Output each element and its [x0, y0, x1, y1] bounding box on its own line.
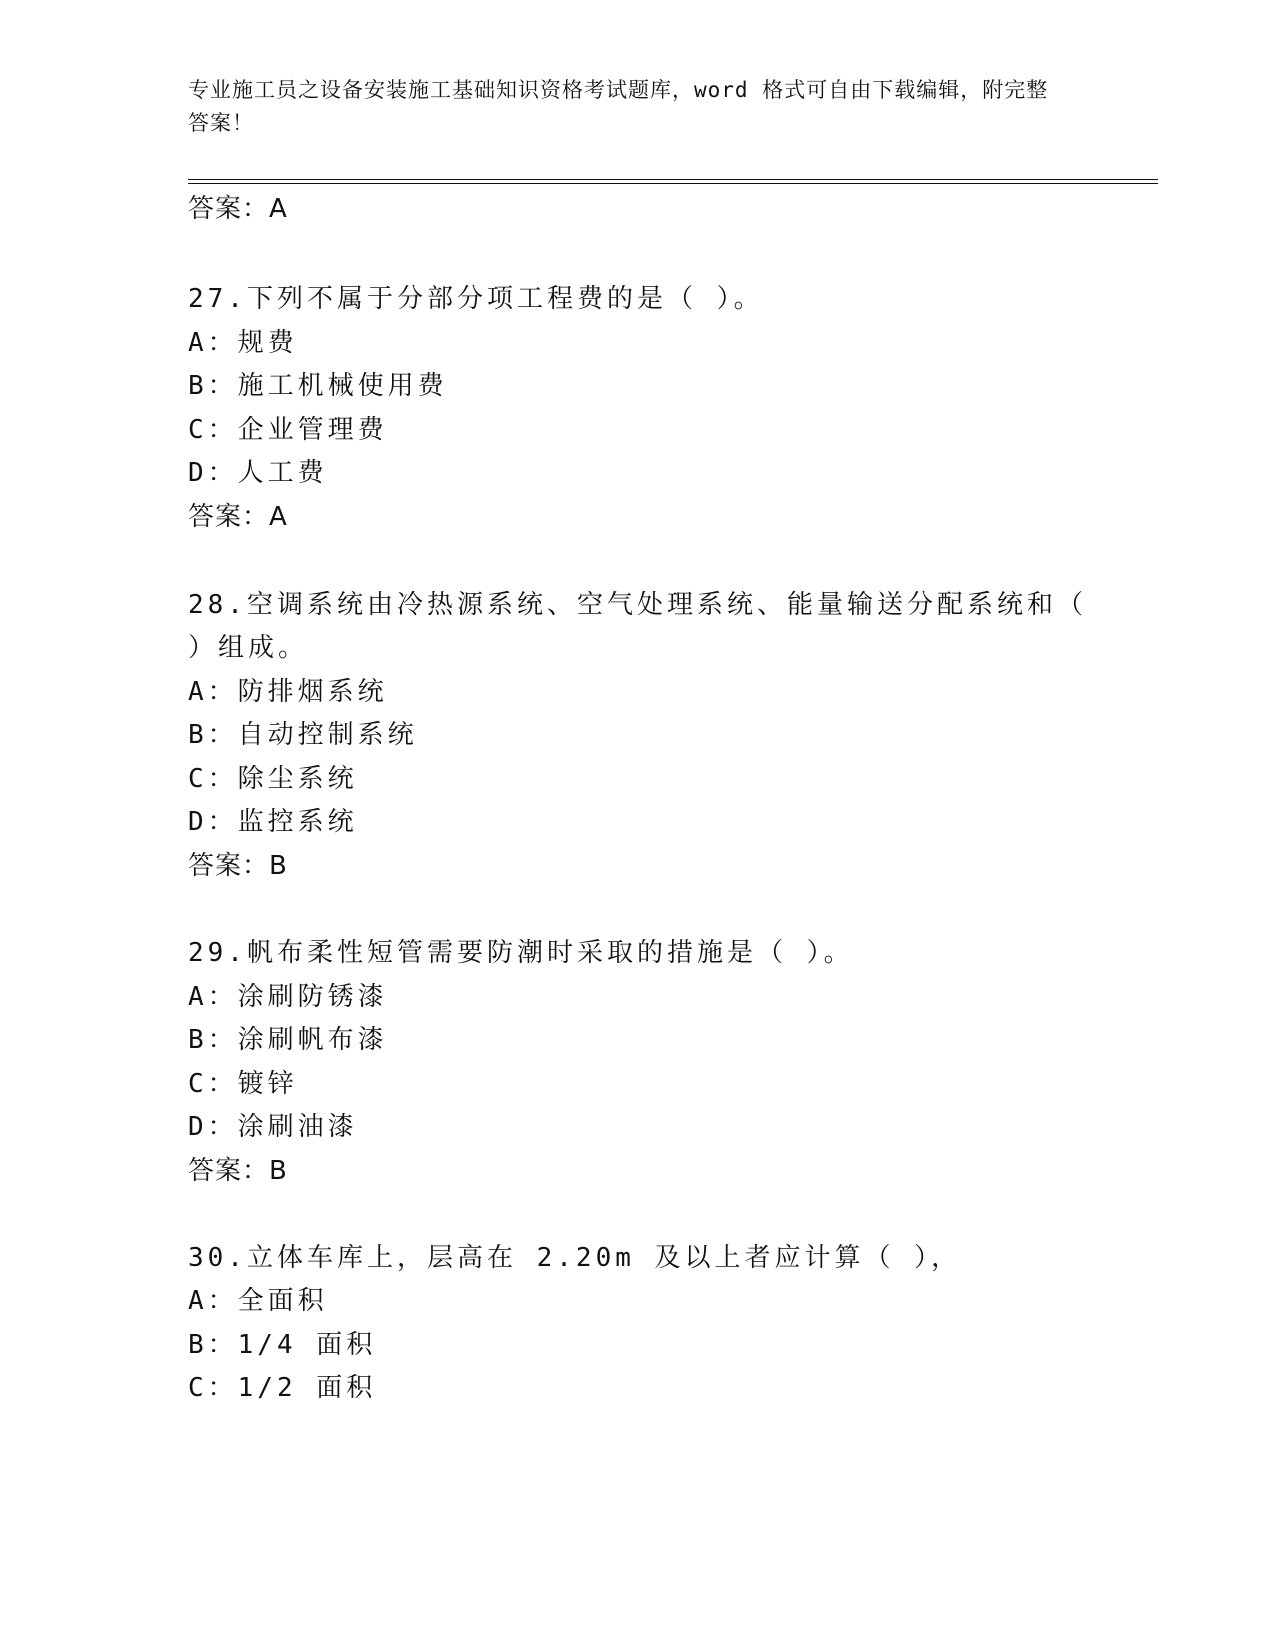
- question-29-stem: 29.帆布柔性短管需要防潮时采取的措施是（ ）。: [188, 938, 854, 968]
- question-29-option-b: B：涂刷帆布漆: [188, 1025, 388, 1055]
- header-divider-bottom: [188, 183, 1158, 184]
- answer-27: 答案：A: [188, 502, 288, 532]
- question-28-stem-line2: ）组成。: [188, 633, 309, 663]
- question-27-stem: 27.下列不属于分部分项工程费的是（ ）。: [188, 284, 764, 314]
- answer-28: 答案：B: [188, 851, 288, 881]
- document-header: 专业施工员之设备安装施工基础知识资格考试题库，word 格式可自由下载编辑，附完整答案！: [188, 78, 1049, 135]
- question-27-option-c: C：企业管理费: [188, 415, 388, 445]
- question-30-option-a: A：全面积: [188, 1286, 328, 1316]
- answer-29: 答案：B: [188, 1156, 288, 1186]
- question-29-option-a: A：涂刷防锈漆: [188, 982, 388, 1012]
- question-29-option-d: D：涂刷油漆: [188, 1112, 358, 1142]
- answer-26: 答案：A: [188, 194, 288, 224]
- question-28-option-a: A：防排烟系统: [188, 677, 388, 707]
- question-30-stem: 30.立体车库上，层高在 2.20m 及以上者应计算（ ），: [188, 1243, 962, 1273]
- question-27-option-d: D：人工费: [188, 458, 328, 488]
- question-28-stem-line1: 28.空调系统由冷热源系统、空气处理系统、能量输送分配系统和（: [188, 590, 1087, 620]
- question-28-option-d: D：监控系统: [188, 807, 358, 837]
- question-30-option-c: C：1/2 面积: [188, 1373, 377, 1403]
- question-30-option-b: B：1/4 面积: [188, 1330, 377, 1360]
- question-28-option-b: B：自动控制系统: [188, 720, 418, 750]
- question-28-option-c: C：除尘系统: [188, 764, 358, 794]
- question-27-option-b: B：施工机械使用费: [188, 371, 448, 401]
- question-29-option-c: C：镀锌: [188, 1069, 298, 1099]
- header-divider-top: [188, 179, 1158, 180]
- question-27-option-a: A：规费: [188, 328, 298, 358]
